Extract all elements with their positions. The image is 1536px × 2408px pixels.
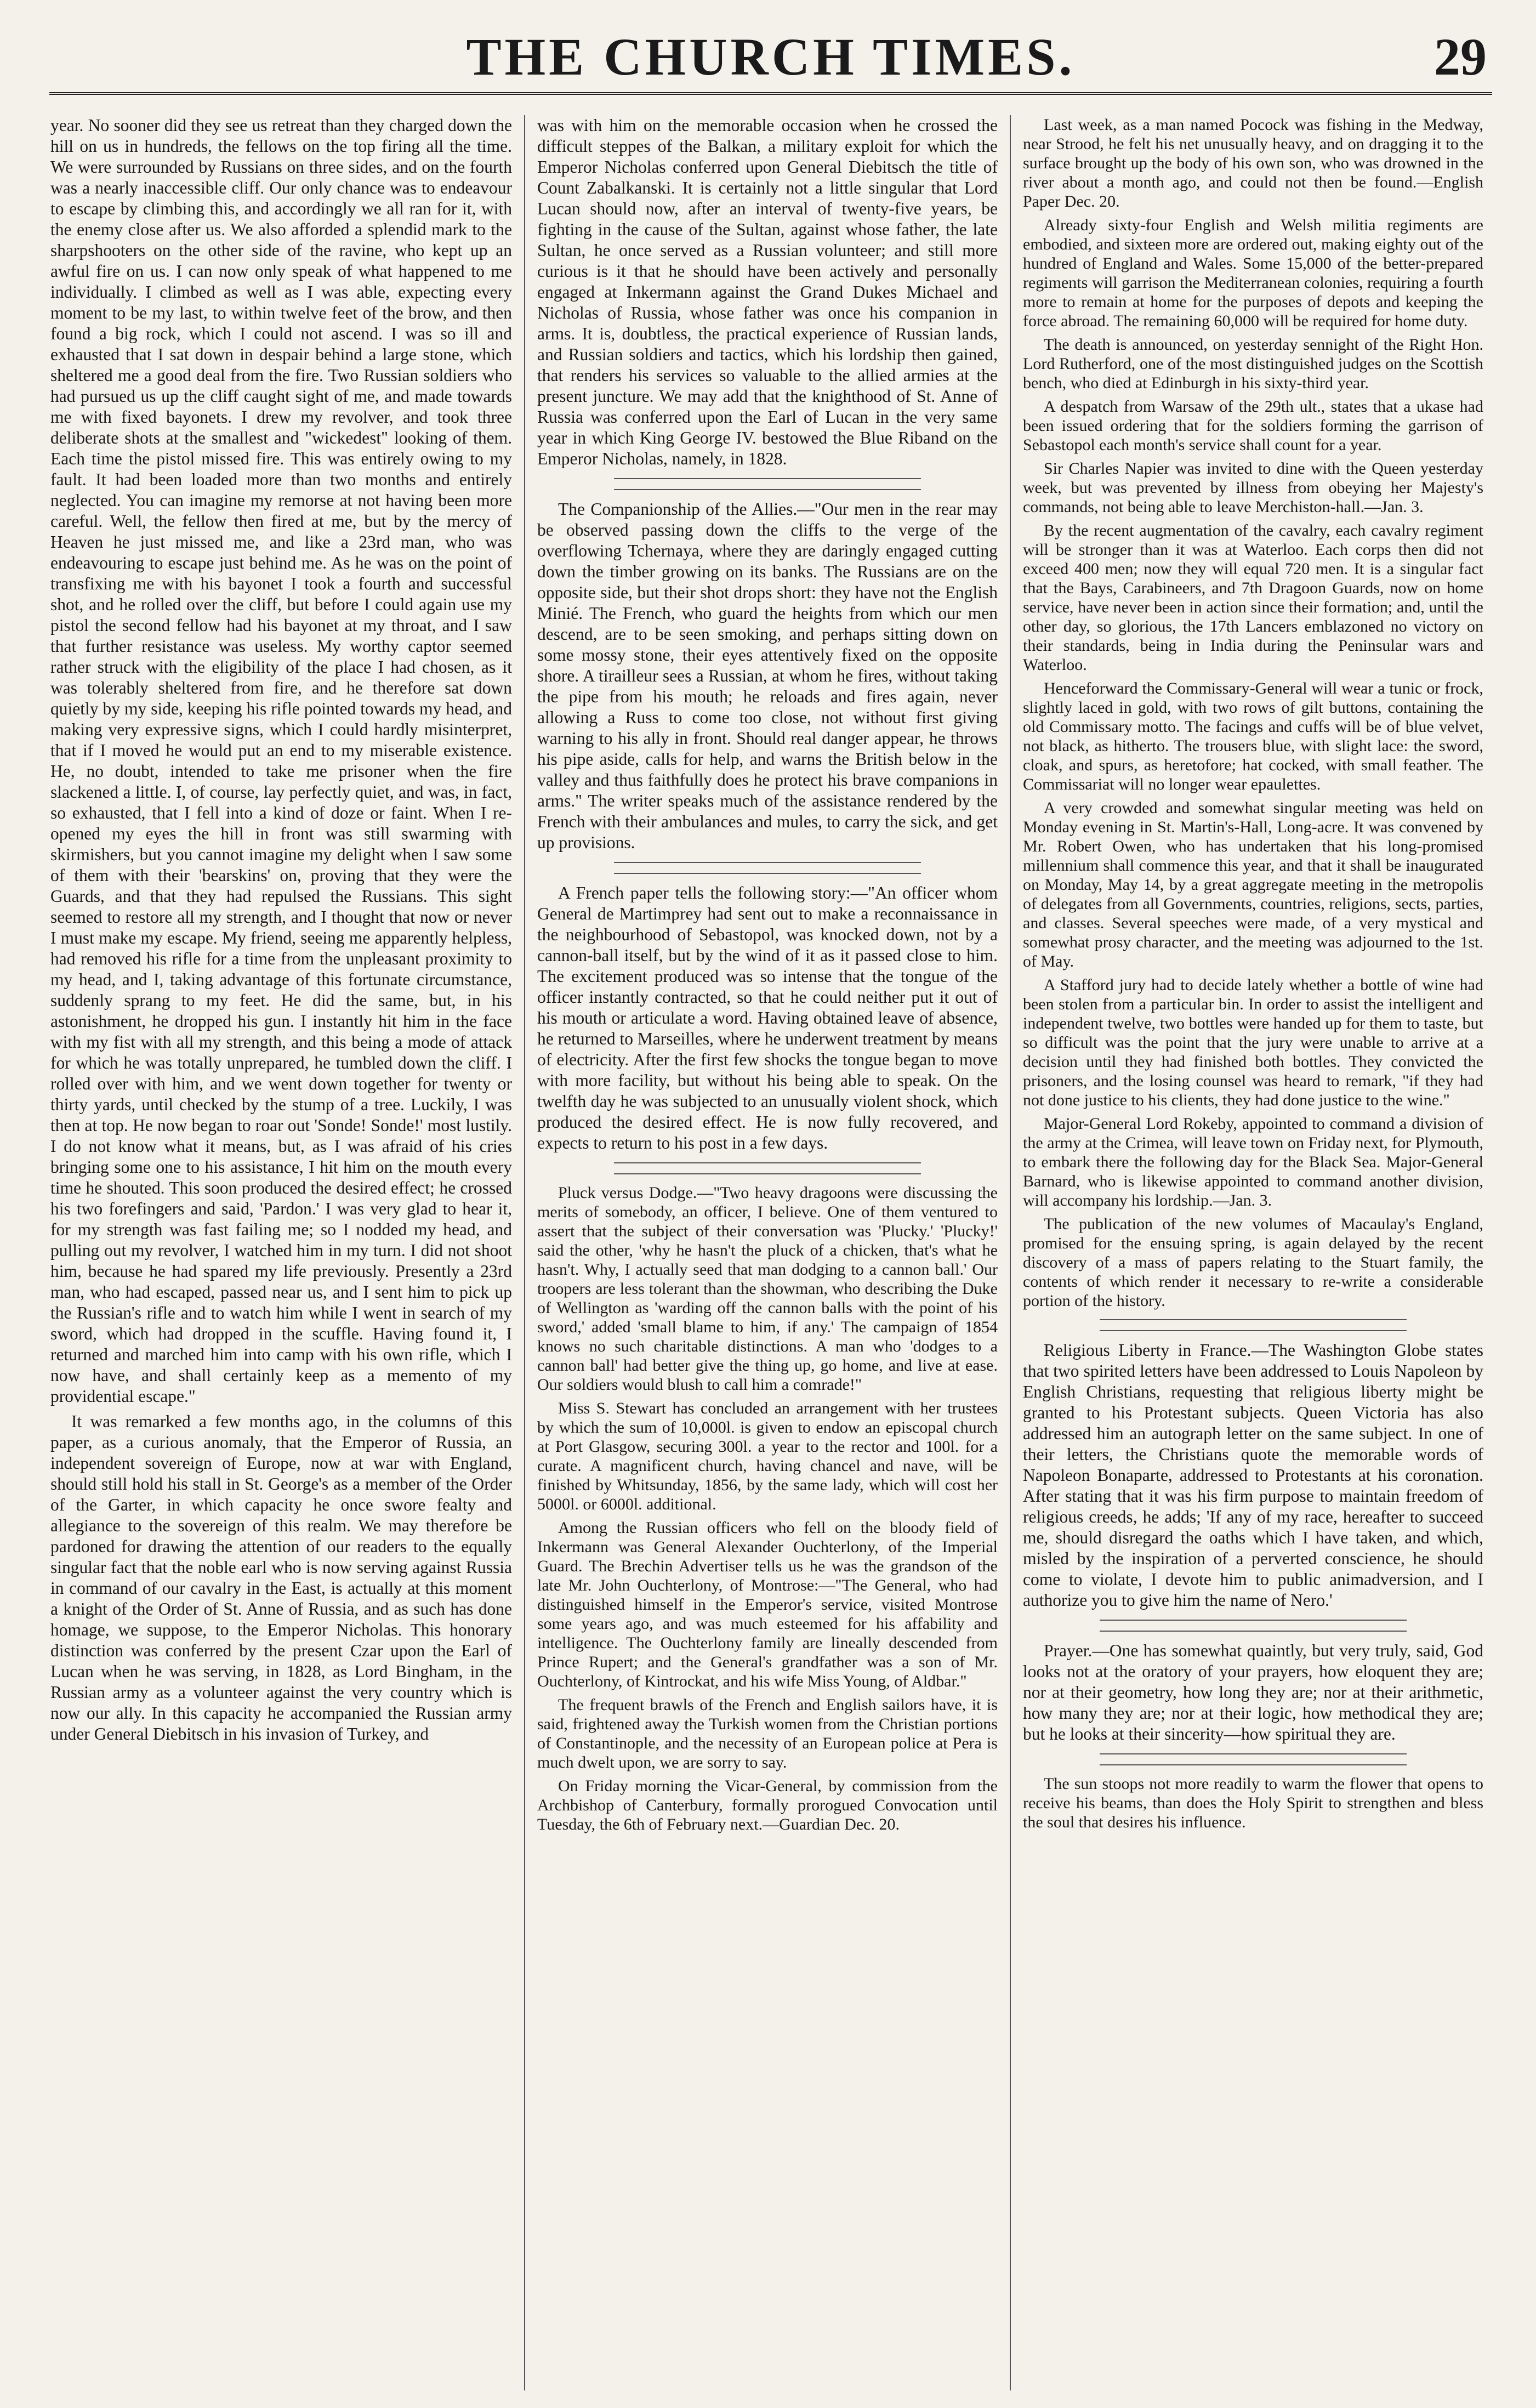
article-paragraph: The sun stoops not more readily to warm the flower that opens to receive his beams, than does the Holy Spirit to strengthen and bless the soul that desires his influence.: [1023, 1775, 1483, 1831]
article-paragraph: Religious Liberty in France.—The Washington Globe states that two spirited letters have been addressed to Louis Napoleon by English Christians, requesting that religious liberty might be granted to his Protestant subjects. Queen Victoria has also addressed him an autograph letter on the same subject. In one of their letters, the Christians quote the memorable words of Napoleon Bonaparte, addressed to Protestants at his coronation. After stating that it was his firm purpose to maintain freedom of religious creeds, he adds; 'If any of my race, hereafter to succeed me, should disregard the oaths which I have taken, and which, misled by the inspiration of a perverted conscience, he should come to violate, I devote him to public animadversion, and I authorize you to give him the name of Nero.': [1023, 1341, 1483, 1610]
article-paragraph: Pluck versus Dodge.—"Two heavy dragoons were discussing the merits of somebody, an officer, I believe. One of them ventured to assert that the subject of their conversation was 'Plucky.' 'Plucky!' said the other, 'why he hasn't the pluck of a chicken, that's what he hasn't. Why, I actually seed that man dodging to a cannon ball.' Our troopers are less tolerant than the showman, who describing the Duke of Wellington as 'warding off the cannon balls with the point of his sword,' added 'small blame to him, if any.' The campaign of 1854 knows no such charitable distinctions. A man who 'dodges to a cannon ball' had better give the thing up, go home, and live at ease. Our soldiers would blush to call him a comrade!": [537, 1184, 998, 1394]
article-paragraph: The death is announced, on yesterday sennight of the Right Hon. Lord Rutherford, one of the most distinguished judges on the Scottish bench, who died at Edinburgh in his sixty-third year.: [1023, 336, 1483, 392]
article-paragraph: It was remarked a few months ago, in the columns of this paper, as a curious anomaly, that the Emperor of Russia, an independent sovereign of Europe, now at war with England, should still hold his stall in St. George's as a member of the Order of the Garter, in which capacity he once swore fealty and allegiance to the sovereign of this realm. We may therefore be pardoned for drawing the attention of our readers to the equally singular fact that the noble earl who is now serving against Russia in command of our cavalry in the East, is actually at this moment a knight of the Order of St. Anne of Russia, and as such has done homage, we suppose, to the Emperor Nicholas. This honorary distinction was conferred by the present Czar upon the Earl of Lucan when he was serving, in 1828, as Lord Bingham, in the Russian army as a volunteer against the very country which is now our ally. In this capacity he accompanied the Russian army under General Diebitsch in his invasion of Turkey, and: [50, 1412, 512, 1743]
section-divider: [1100, 1620, 1407, 1632]
section-divider: [1100, 1319, 1407, 1331]
article-paragraph: By the recent augmentation of the cavalry, each cavalry regiment will be stronger than it was at Waterloo. Each corps then did not exceed 400 men; now they will equal 720 men. It is a singular fact that the Bays, Carabineers, and 7th Dragoon Guards, now on home service, have never been in action since their formation; and, until the other day, so glorious, the 17th Lancers emblazoned no victory on their standards, being in India during the Peninsular wars and Waterloo.: [1023, 521, 1483, 674]
article-paragraph: A French paper tells the following story:—"An officer whom General de Martimprey had sent out to make a reconnaissance in the neighbourhood of Sebastopol, was knocked down, not by a cannon-ball itself, but by the wind of it as it passed close to him. The excitement produced was so intense that the tongue of the officer instantly contracted, so that he could neither put it out of his mouth or articulate a word. Having obtained leave of absence, he returned to Marseilles, where he underwent treatment by means of electricity. After the first few shocks the tongue began to move with more facility, but without his being able to speak. On the twelfth day he was subjected to an unusually violent shock, which produced the desired effect. He is now fully recovered, and expects to return to his post in a few days.: [537, 883, 998, 1152]
section-divider: [614, 1162, 921, 1174]
article-paragraph: The Companionship of the Allies.—"Our men in the rear may be observed passing down the cliffs to the verge of the overflowing Tchernaya, where they are daringly engaged cutting down the timber growing on its banks. The Russians are on the opposite side, but their shot drops short: they have not the English Minié. The French, who guard the heights from which our men descend, are to be seen smoking, and perhaps sitting down on some mossy stone, their eyes attentively fixed on the opposite shore. A tirailleur sees a Russian, at whom he fires, without taking the pipe from his mouth; he reloads and fires again, never allowing a Russ to come too close, not without first giving warning to his ally in front. Should real danger appear, he throws his pipe aside, calls for help, and warns the British below in the valley and thus faithfully does he protect his brave companions in arms." The writer speaks much of the assistance rendered by the French with their ambulances and mules, to carry the sick, and get up provisions.: [537, 499, 998, 852]
column-1: [38, 115, 524, 2390]
article-paragraph: The publication of the new volumes of Macaulay's England, promised for the ensuing spring, is again delayed by the recent discovery of a mass of papers relating to the Stuart family, the contents of which render it necessary to re-write a considerable portion of the history.: [1023, 1215, 1483, 1310]
article-paragraph: A very crowded and somewhat singular meeting was held on Monday evening in St. Martin's-Hall, Long-acre. It was convened by Mr. Robert Owen, who has undertaken that his long-promised millennium shall commence this year, and that it shall be inaugurated on Monday, May 14, by a great aggregate meeting in the metropolis of delegates from all Governments, countries, religions, sects, parties, and classes. Several speeches were made, of a very mystical and somewhat prosy character, and the meeting was adjourned to the 1st. of May.: [1023, 799, 1483, 970]
article-paragraph: The frequent brawls of the French and English sailors have, it is said, frightened away the Turkish women from the Christian portions of Constantinople, and the necessity of an European police at Pera is much dwelt upon, we are sorry to say.: [537, 1696, 998, 1771]
article-paragraph: Prayer.—One has somewhat quaintly, but very truly, said, God looks not at the oratory of your prayers, how eloquent they are; nor at their geometry, how long they are; nor at their arithmetic, how many they are; nor at their logic, how methodical they are; but he looks at their sincerity—how spiritual they are.: [1023, 1641, 1483, 1743]
article-paragraph: Among the Russian officers who fell on the bloody field of Inkermann was General Alexander Ouchterlony, of the Imperial Guard. The Brechin Advertiser tells us he was the grandson of the late Mr. John Ouchterlony, of Montrose:—"The General, who had distinguished himself in the Emperor's service, visited Montrose some years ago, and was much esteemed for his affability and intelligence. The Ouchterlony family are lineally descended from Prince Rupert; and the General's grandfather was a son of Mr. Ouchterlony, of Kintrockat, and his wife Miss Young, of Aldbar.": [537, 1519, 998, 1690]
article-paragraph: A despatch from Warsaw of the 29th ult., states that a ukase had been issued ordering that for the soldiers forming the garrison of Sebastopol each month's service shall count for a year.: [1023, 397, 1483, 454]
section-divider: [614, 862, 921, 874]
columns: [38, 115, 1497, 2390]
article-paragraph: On Friday morning the Vicar-General, by commission from the Archbishop of Canterbury, formally prorogued Convocation until Tuesday, the 6th of February next.—Guardian Dec. 20.: [537, 1777, 998, 1833]
column-3: [1010, 115, 1495, 2390]
article-paragraph: A Stafford jury had to decide lately whether a bottle of wine had been stolen from a particular bin. In order to assist the intelligent and independent twelve, two bottles were handed up for them to taste, but so difficult was the point that the jury were unable to arrive at a decision until they had finished both bottles. They convicted the prisoners, and the losing counsel was heard to remark, "if they had not done justice to his clients, they had done justice to the wine.": [1023, 976, 1483, 1109]
article-paragraph: year. No sooner did they see us retreat than they charged down the hill on us in hundreds, the fellows on the top firing all the time. We were surrounded by Russians on three sides, and on the fourth was a nearly inaccessible cliff. Our only chance was to endeavour to escape by climbing this, and accordingly we all ran for it, with the enemy close after us. We also afforded a splendid mark to the sharpshooters on the other side of the ravine, who kept up an awful fire on us. I can now only speak of what happened to me individually. I climbed as well as I was able, expecting every moment to be my last, to within twelve feet of the brow, and then found a big rock, which I could not ascend. I was so ill and exhausted that I sat down in despair behind a large stone, which sheltered me a good deal from the fire. Two Russian soldiers who had pursued us up the cliff caught sight of me, and made towards me with fixed bayonets. I drew my revolver, and took three deliberate shots at the smallest and "wickedest" looking of them. Each time the pistol missed fire. This was entirely owing to my fault. It had been loaded more than two months and entirely neglected. You can imagine my remorse at not having been more careful. Well, the fellow then fired at me, but by the mercy of Heaven he just missed me, and like a 23rd man, who was endeavouring to escape just behind me. As he was on the point of transfixing me with his bayonet I took a fourth and successful shot, and he rolled over the cliff, but before I could again use my pistol the second fellow had his bayonet at my throat, and I saw that further resistance was useless. My worthy captor seemed rather struck with the eligibility of the place I had chosen, as it was tolerably sheltered from fire, and he therefore sat down quietly by my side, keeping his rifle pointed towards my head, and making very expressive signs, which I could hardly misinterpret, that if I moved he would put an end to my miserable existence. He, no doubt, intended to take me prisoner when the fire slackened a little. I, of course, lay perfectly quiet, and was, in fact, so exhausted, that I fell into a kind of doze or faint. When I re-opened my eyes the hill in front was still swarming with skirmishers, but you cannot imagine my delight when I saw some of them with their 'bearskins' on, proving that they were the Guards, and that they had repulsed the Russians. This sight seemed to restore all my strength, and I thought that now or never I must make my escape. My friend, seeing me apparently helpless, had removed his rifle for a time from the unpleasant proximity to my head, and I, taking advantage of this fortunate circumstance, suddenly sprang to my feet. He did the same, but, in his astonishment, he dropped his gun. I instantly hit him in the face with my fist with all my strength, and this being a mode of attack for which he was totally unprepared, he tumbled down the cliff. I rolled over with him, and we went down together for twenty or thirty yards, until checked by the stump of a tree. Luckily, I was then at top. He now began to roar out 'Sonde! Sonde!' most lustily. I do not know what it means, but, as I was afraid of his cries bringing some one to his assistance, I hit him on the mouth every time he shouted. This soon produced the desired effect; he crossed his two forefingers and said, 'Pardon.' I was very glad to hear it, for my strength was fast failing me; so I nodded my head, and pulling out my revolver, I watched him in my turn. I did not shoot him, because he had spared my life previously. Presently a 23rd man, who had escaped, passed near us, and I sent him to pick up the Russian's rifle and to watch him while I went in search of my sword, which had dropped in the scuffle. Having found it, I returned and marched him into camp with his own rifle, which I now have, and shall certainly keep as a memento of my providential escape.": [50, 116, 512, 1406]
article-paragraph: Henceforward the Commissary-General will wear a tunic or frock, slightly laced in gold, with two rows of gilt buttons, containing the old Commissary motto. The facings and cuffs will be of blue velvet, not black, as hitherto. The trousers blue, with slight lace: the sword, cloak, and spurs, as heretofore; hat cocked, with small feather. The Commissariat will no longer wear epaulettes.: [1023, 679, 1483, 793]
article-paragraph: Last week, as a man named Pocock was fishing in the Medway, near Strood, he felt his net unusually heavy, and on dragging it to the surface brought up the body of his own son, who was drowned in the river about a month ago, and could not then be found.—English Paper Dec. 20.: [1023, 116, 1483, 211]
masthead: [49, 10, 1492, 95]
section-divider: [614, 478, 921, 490]
article-paragraph: Miss S. Stewart has concluded an arrangement with her trustees by which the sum of 10,000l. is given to endow an episcopal church at Port Glasgow, securing 300l. a year to the rector and 100l. for a curate. A magnificent church, having chancel and nave, will be finished by Whitsunday, 1856, by the same lady, which will cost her 5000l. or 6000l. additional.: [537, 1399, 998, 1513]
article-paragraph: Major-General Lord Rokeby, appointed to command a division of the army at the Crimea, will leave town on Friday next, for Plymouth, to embark there the following day for the Black Sea. Major-General Barnard, who is likewise appointed to command another division, will accompany his lordship.—Jan. 3.: [1023, 1115, 1483, 1209]
page-number: 29: [1434, 27, 1487, 86]
article-paragraph: was with him on the memorable occasion when he crossed the difficult steppes of the Balkan, a military exploit for which the Emperor Nicholas conferred upon General Diebitsch the title of Count Zabalkanski. It is certainly not a little singular that Lord Lucan should now, after an interval of twenty-five years, be fighting in the cause of the Sultan, against whose father, the late Sultan, he once served as a Russian volunteer; and still more curious is it that he should have been actively and personally engaged at Inkermann against the Grand Dukes Michael and Nicholas of Russia, whose father was once his companion in arms. It is, doubtless, the practical experience of Russian lands, and Russian soldiers and tactics, which his lordship then gained, that renders his services so valuable to the allied armies at the present juncture. We may add that the knighthood of St. Anne of Russia was conferred upon the Earl of Lucan in the very same year in which King George IV. bestowed the Blue Riband on the Emperor Nicholas, namely, in 1828.: [537, 116, 998, 468]
newspaper-title: THE CHURCH TIMES.: [466, 27, 1076, 86]
section-divider: [1100, 1753, 1407, 1765]
article-paragraph: Already sixty-four English and Welsh militia regiments are embodied, and sixteen more are ordered out, making eighty out of the hundred of England and Wales. Some 15,000 of the better-prepared regiments will garrison the Mediterranean colonies, requiring a fourth more to remain at home for the purposes of depots and keeping the force abroad. The remaining 60,000 will be required for home duty.: [1023, 216, 1483, 330]
article-paragraph: Sir Charles Napier was invited to dine with the Queen yesterday week, but was prevented by illness from obeying her Majesty's commands, not being able to leave Merchiston-hall.—Jan. 3.: [1023, 459, 1483, 516]
column-2: [524, 115, 1010, 2390]
